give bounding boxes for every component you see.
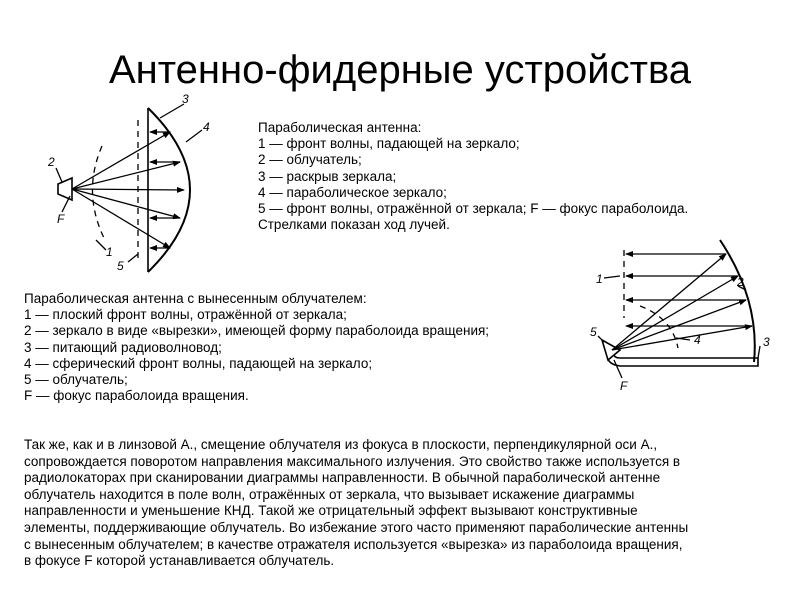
leader-line bbox=[598, 336, 604, 342]
ray bbox=[72, 162, 180, 189]
caption-line: F — фокус параболоида вращения. bbox=[24, 388, 249, 404]
caption-line: 5 — облучатель; bbox=[24, 372, 128, 388]
ray bbox=[72, 189, 184, 190]
ray bbox=[72, 132, 170, 189]
caption-line: 2 — облучатель; bbox=[258, 152, 362, 168]
label-F: F bbox=[57, 212, 65, 226]
leader-line bbox=[604, 276, 620, 278]
label-1: 1 bbox=[106, 245, 113, 259]
ray bbox=[612, 254, 726, 350]
body-line: Так же, как и в линзовой А., смещение облучателя из фокуса в плоскости, перпендикулярной оси А., bbox=[24, 437, 658, 452]
label-2: 2 bbox=[737, 275, 744, 289]
leader-line bbox=[96, 240, 106, 250]
label-2: 2 bbox=[48, 155, 55, 169]
label-3: 3 bbox=[182, 92, 189, 106]
body-line: с вынесенным облучателем; в качестве отражателя используется «вырезка» из параболоида вращения, bbox=[24, 536, 683, 552]
leader-line bbox=[614, 360, 622, 378]
leader-line bbox=[62, 196, 70, 212]
caption-line: 1 — фронт волны, падающей на зеркало; bbox=[258, 136, 520, 152]
ray bbox=[72, 189, 180, 218]
label-4: 4 bbox=[203, 120, 210, 134]
body-line: сопровождается поворотом направления максимального излучения. Это свойство также используется в bbox=[24, 453, 681, 469]
feed-waveguide bbox=[607, 350, 758, 366]
caption-line: 5 — фронт волны, отражённой от зеркала; F — фокус параболоида. bbox=[258, 201, 689, 217]
caption-line: Стрелками показан ход лучей. bbox=[258, 217, 450, 233]
label-5: 5 bbox=[590, 325, 597, 339]
incident-wavefront bbox=[92, 146, 104, 238]
body-line: направленности и уменьшение КНД. Такой же отрицательный эффект вызывают конструктивные bbox=[24, 503, 638, 519]
body-line: в фокусе F которой устанавливается облучатель. bbox=[24, 553, 335, 569]
mirror-cutout bbox=[720, 240, 755, 362]
leader-line bbox=[128, 254, 138, 262]
caption-line: 4 — сферический фронт волны, падающей на зеркало; bbox=[24, 355, 373, 371]
leader-line bbox=[160, 104, 184, 118]
caption-line: Параболическая антенна с вынесенным облучателем: bbox=[24, 291, 367, 306]
caption-line: 3 — раскрыв зеркала; bbox=[258, 168, 397, 184]
leader-line bbox=[758, 346, 760, 358]
body-line: радиолокаторах при сканировании диаграммы направленности. В обычной параболической антенне bbox=[24, 470, 661, 486]
parabolic-antenna-diagram bbox=[56, 104, 202, 272]
leader-line bbox=[56, 168, 62, 182]
label-3: 3 bbox=[763, 335, 770, 349]
body-line: элементы, поддерживающие облучатель. Во избежание этого часто применяют параболические антенны bbox=[24, 519, 689, 535]
label-5: 5 bbox=[117, 259, 124, 273]
offset-feed-antenna-diagram bbox=[598, 240, 760, 378]
caption-line: 4 — параболическое зеркало; bbox=[258, 184, 447, 200]
caption-line: 1 — плоский фронт волны, отражённой от зеркала; bbox=[24, 307, 347, 323]
label-4: 4 bbox=[694, 333, 701, 347]
caption-line: Параболическая антенна: bbox=[258, 120, 422, 135]
caption-line: 3 — питающий радиоволновод; bbox=[24, 339, 222, 355]
caption-line: 2 — зеркало в виде «вырезки», имеющей форму параболоида вращения; bbox=[24, 323, 490, 339]
label-F: F bbox=[620, 379, 628, 393]
ray bbox=[612, 300, 746, 350]
body-line: облучатель находится в поле волн, отражённых от зеркала, что вызывает искажение диаграммы bbox=[24, 486, 635, 502]
slide-title: Антенно-фидерные устройства bbox=[109, 48, 691, 92]
leader-line bbox=[186, 130, 202, 142]
label-1: 1 bbox=[596, 272, 603, 286]
